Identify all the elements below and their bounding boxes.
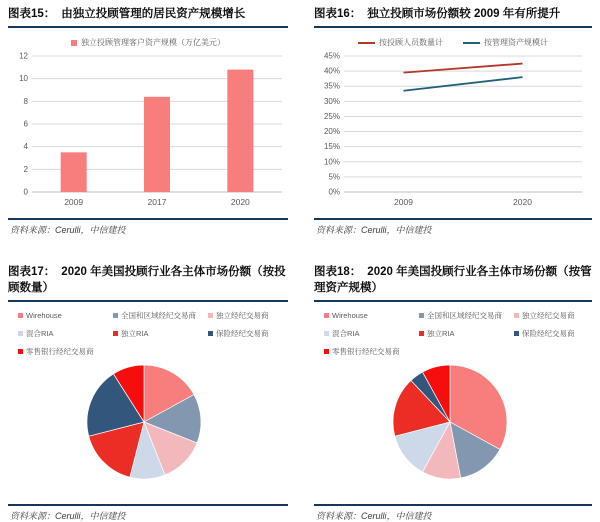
svg-text:2020: 2020 [513,197,532,207]
legend-line-swatch [358,42,375,44]
figure-title: 由独立投顾管理的居民资产规模增长 [61,8,246,20]
legend-item [324,346,419,357]
legend-item [113,328,208,339]
legend-label: 独立RIA [121,329,149,338]
legend-swatch [324,349,329,354]
legend-label: 按投顾人员数量计 [379,38,443,47]
svg-text:30%: 30% [323,96,340,106]
legend-swatch [324,331,329,336]
legend-label: 全国和区域经纪交易商 [121,311,196,320]
legend-label: 混合RIA [332,329,360,338]
legend-label: 按管理资产规模计 [484,38,548,47]
legend-line-swatch [463,42,480,44]
figure-title-row [8,264,288,296]
source-note: 资料来源：Cerulli，中信建投 [10,225,126,235]
svg-text:35%: 35% [323,81,340,91]
pie-chart-svg [314,361,592,483]
legend-item [514,310,600,321]
legend-label: 零售银行经纪交易商 [26,347,94,356]
svg-text:5%: 5% [328,172,340,182]
legend-swatch [208,331,213,336]
svg-text:0: 0 [23,187,28,197]
title-divider [8,26,288,28]
bar-chart [8,50,288,215]
svg-text:0%: 0% [328,187,340,197]
bar-chart-svg [8,50,286,210]
figure-panel-16 [300,0,600,252]
svg-text:2020: 2020 [230,197,250,207]
chart-legend [8,37,288,48]
legend-item [71,37,225,48]
legend-swatch [208,313,213,318]
figure-title-row [314,6,592,22]
figure-label: 图表15： [8,8,56,20]
legend-swatch [18,313,23,318]
legend-item [514,328,600,339]
legend-label: Wirehouse [332,311,368,320]
figure-title-row [8,6,288,22]
pie-legend [324,310,592,357]
svg-text:2: 2 [23,164,28,174]
legend-swatch [419,313,424,318]
svg-text:20%: 20% [323,127,340,137]
svg-text:2009: 2009 [64,197,84,207]
figure-title: 2020 年美国投顾行业各主体市场份额（按管理资产规模） [314,266,592,294]
legend-item [208,310,298,321]
svg-text:8: 8 [23,96,28,106]
legend-swatch [419,331,424,336]
svg-text:45%: 45% [323,51,340,61]
title-divider [8,300,288,302]
legend-swatch [113,313,118,318]
legend-label: 保险经纪交易商 [216,329,269,338]
figure-label: 图表18： [314,266,362,278]
legend-item [324,310,419,321]
legend-label: 保险经纪交易商 [522,329,575,338]
legend-item [324,328,419,339]
svg-text:10: 10 [19,74,28,84]
figure-label: 图表17： [8,266,56,278]
legend-item [463,37,548,48]
legend-item [419,328,514,339]
figure-title: 独立投顾市场份额较 2009 年有所提升 [367,8,561,20]
figure-panel-15 [0,0,300,252]
pie-chart [8,361,288,488]
figure-title: 2020 年美国投顾行业各主体市场份额（按投顾数量） [8,266,286,294]
svg-text:40%: 40% [323,66,340,76]
legend-swatch [514,313,519,318]
legend-item [419,310,514,321]
title-divider [314,300,592,302]
legend-label: 独立RIA [427,329,455,338]
legend-swatch [324,313,329,318]
legend-swatch [71,40,77,46]
source-note: 资料来源：Cerulli，中信建投 [316,225,432,235]
legend-label: 独立经纪交易商 [216,311,269,320]
legend-swatch [113,331,118,336]
line-chart [314,50,592,215]
legend-label: 独立经纪交易商 [522,311,575,320]
pie-chart [314,361,592,488]
svg-text:10%: 10% [323,157,340,167]
legend-swatch [18,331,23,336]
pie-legend [18,310,288,357]
svg-text:25%: 25% [323,111,340,121]
source-note: 资料来源：Cerulli，中信建投 [10,511,126,521]
legend-item [358,37,443,48]
pie-chart-svg [8,361,286,483]
figure-panel-18 [300,252,600,522]
svg-text:6: 6 [23,119,28,129]
svg-text:15%: 15% [323,142,340,152]
line-chart-svg [314,50,592,210]
chart-legend [314,37,592,48]
svg-text:2009: 2009 [394,197,413,207]
legend-item [113,310,208,321]
legend-item [208,328,298,339]
legend-label: 全国和区域经纪交易商 [427,311,502,320]
legend-item [18,310,113,321]
figure-label: 图表16： [314,8,362,20]
figure-panel-17 [0,252,300,522]
legend-swatch [18,349,23,354]
legend-item [18,346,113,357]
title-divider [314,26,592,28]
legend-label: 混合RIA [26,329,54,338]
svg-text:2017: 2017 [147,197,167,207]
legend-label: 零售银行经纪交易商 [332,347,400,356]
svg-text:4: 4 [23,142,28,152]
svg-text:12: 12 [19,51,28,61]
legend-label: Wirehouse [26,311,62,320]
source-note: 资料来源：Cerulli，中信建投 [316,511,432,521]
legend-label: 独立投顾管理客户资产规模（万亿美元） [81,38,225,47]
legend-swatch [514,331,519,336]
figure-title-row [314,264,592,296]
legend-item [18,328,113,339]
